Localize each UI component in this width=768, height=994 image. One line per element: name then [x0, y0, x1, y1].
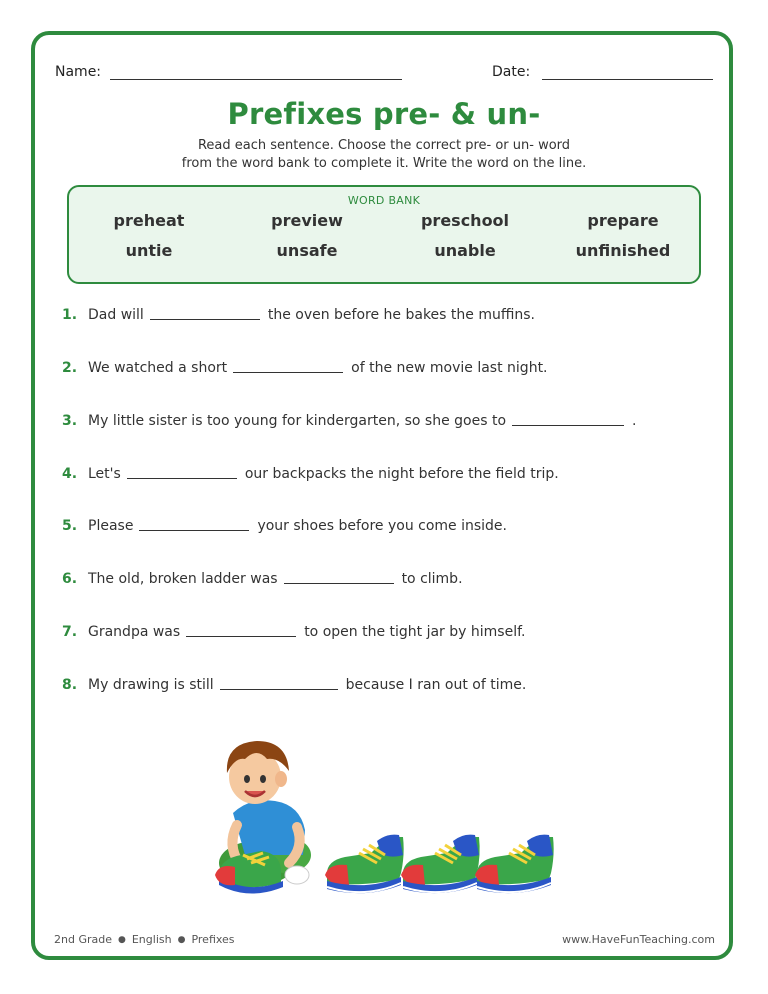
question-number: 5. — [62, 518, 78, 534]
question-item — [62, 462, 559, 482]
name-label: Name: — [55, 64, 102, 80]
question-text-after: because I ran out of time. — [345, 677, 527, 693]
answer-blank[interactable] — [284, 583, 394, 584]
question-number: 3. — [62, 413, 78, 429]
instructions-line-2: from the word bank to complete it. Write the word on the line. — [181, 156, 587, 171]
question-text-before: The old, broken ladder was — [88, 571, 278, 587]
question-text-after: your shoes before you come inside. — [257, 518, 507, 534]
question-text-before: Please — [88, 518, 134, 534]
answer-blank[interactable] — [512, 425, 624, 426]
footer-subject: English — [131, 933, 172, 946]
word-bank — [67, 185, 701, 284]
word-bank-word: preschool — [420, 211, 510, 230]
question-text-after: . — [632, 413, 637, 429]
footer-topic: Prefixes — [191, 933, 235, 946]
footer-grade: 2nd Grade — [54, 933, 112, 946]
question-item — [62, 620, 525, 640]
sneaker-illustration — [325, 835, 404, 894]
question-text-before: My little sister is too young for kindergarten, so she goes to — [88, 413, 507, 429]
answer-blank[interactable] — [220, 689, 338, 690]
question-item — [62, 514, 507, 534]
question-number: 4. — [62, 466, 78, 482]
sneaker-illustration — [475, 835, 554, 894]
question-text-after: our backpacks the night before the field trip. — [244, 466, 559, 482]
boy-tying-shoes-illustration — [205, 735, 565, 905]
word-bank-word: unable — [434, 241, 496, 260]
question-number: 1. — [62, 307, 78, 323]
question-item — [62, 673, 526, 693]
question-text-before: Dad will — [88, 307, 144, 323]
word-bank-word: untie — [125, 241, 173, 260]
question-text-after: the oven before he bakes the muffins. — [267, 307, 536, 323]
question-text-after: to climb. — [401, 571, 463, 587]
page-title: Prefixes pre- & un- — [227, 97, 541, 131]
word-bank-title: WORD BANK — [347, 194, 421, 207]
answer-blank[interactable] — [233, 372, 343, 373]
question-text-before: We watched a short — [88, 360, 228, 376]
answer-blank[interactable] — [186, 636, 296, 637]
question-text-before: Let's — [88, 466, 121, 482]
question-text-before: Grandpa was — [88, 624, 181, 640]
sneaker-illustration — [401, 835, 480, 894]
date-line[interactable] — [542, 79, 713, 80]
bullet-separator: ● — [118, 935, 126, 945]
answer-blank[interactable] — [150, 319, 260, 320]
answer-blank[interactable] — [127, 478, 237, 479]
question-number: 2. — [62, 360, 78, 376]
question-number: 8. — [62, 677, 78, 693]
word-bank-word: preview — [271, 211, 343, 230]
question-item — [62, 356, 548, 376]
question-item — [62, 409, 636, 429]
boy-illustration — [215, 741, 311, 894]
word-bank-word: unsafe — [276, 241, 338, 260]
question-item — [62, 303, 535, 323]
question-item — [62, 567, 463, 587]
question-text-after: to open the tight jar by himself. — [304, 624, 526, 640]
word-bank-word: unfinished — [575, 241, 671, 260]
footer-website[interactable]: www.HaveFunTeaching.com — [562, 933, 715, 946]
word-bank-word: preheat — [113, 211, 185, 230]
word-bank-word: prepare — [587, 211, 659, 230]
question-number: 6. — [62, 571, 78, 587]
question-text-after: of the new movie last night. — [351, 360, 548, 376]
bullet-separator: ● — [177, 935, 186, 945]
question-text-before: My drawing is still — [88, 677, 214, 693]
answer-blank[interactable] — [139, 530, 249, 531]
question-number: 7. — [62, 624, 78, 640]
instructions-line-1: Read each sentence. Choose the correct pre- or un- word — [197, 138, 571, 153]
footer-breadcrumb — [54, 933, 235, 946]
date-label: Date: — [492, 64, 531, 80]
name-line[interactable] — [110, 79, 402, 80]
